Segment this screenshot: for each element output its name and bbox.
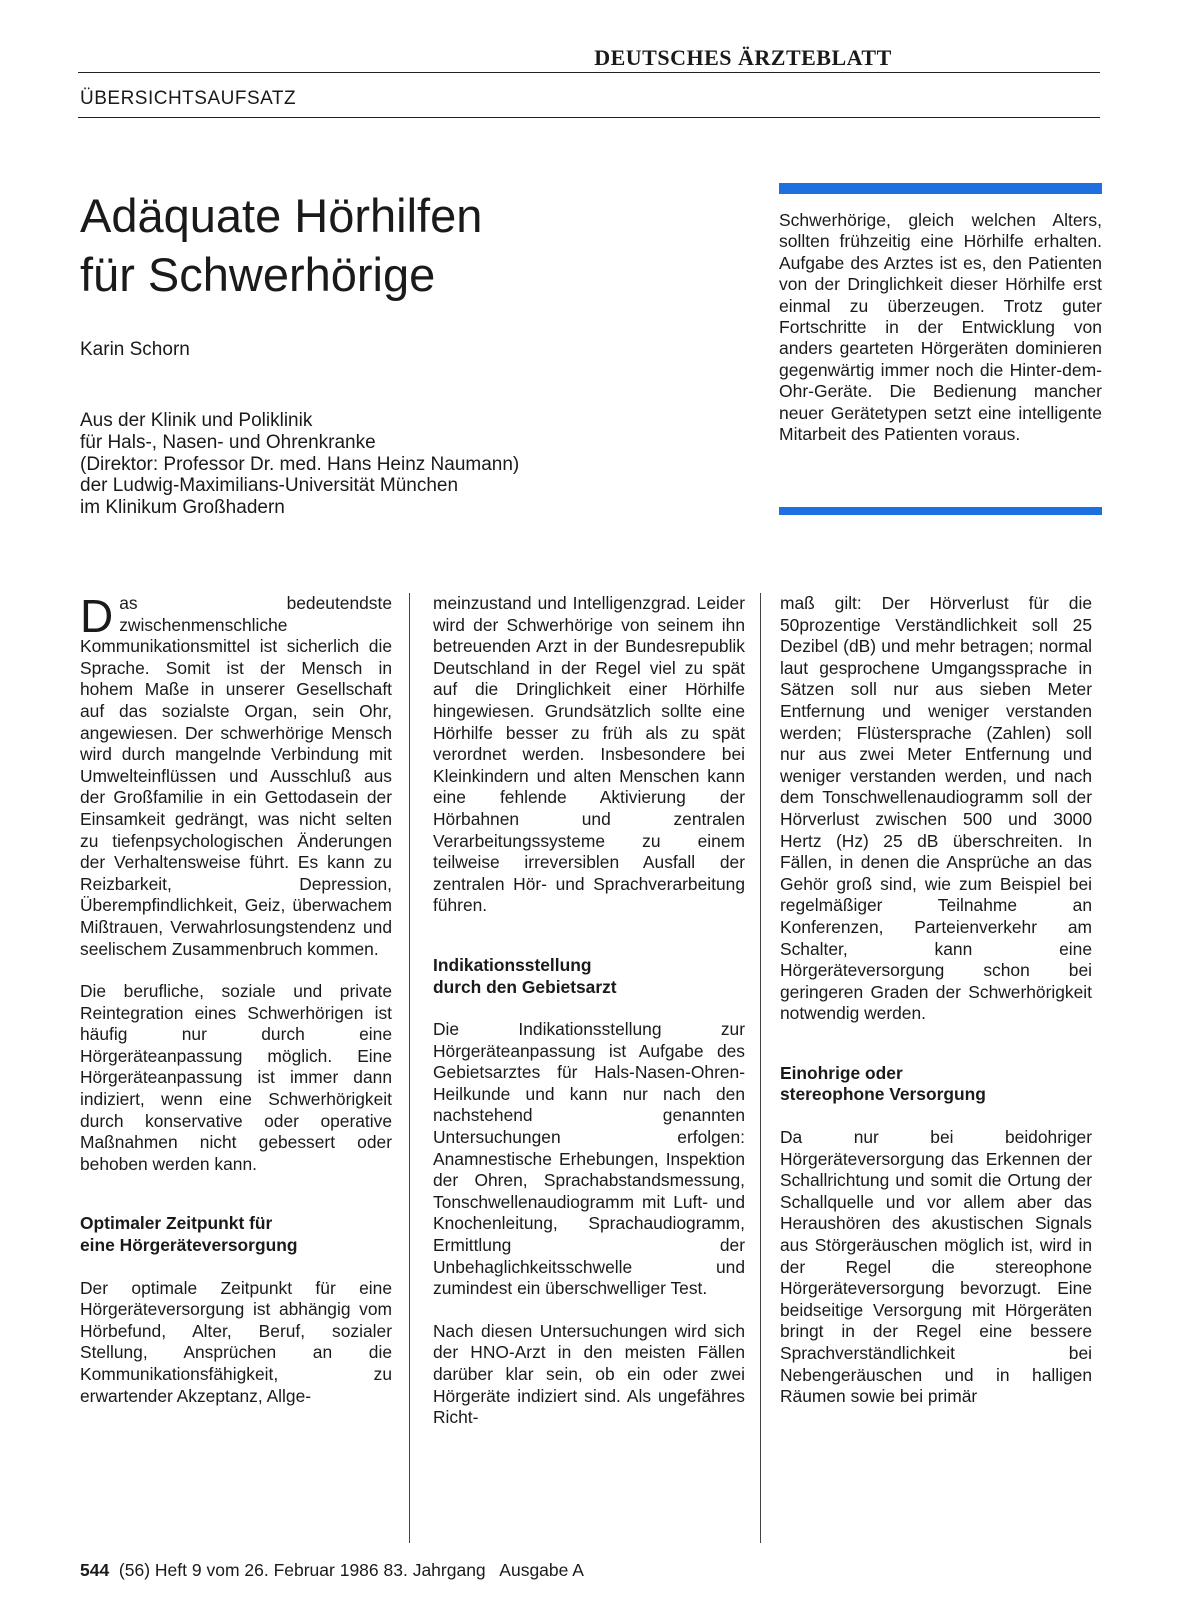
abstract-bottom-bar (779, 507, 1102, 515)
affiliation-line: (Direktor: Professor Dr. med. Hans Heinz Naumann) (80, 453, 520, 475)
title-line-2: für Schwerhörige (80, 248, 436, 301)
page-footer (80, 1560, 584, 1581)
title-line-1: Adäquate Hörhilfen (80, 189, 483, 242)
affiliation-line: für Hals-, Nasen- und Ohrenkranke (80, 431, 376, 453)
body-column-1 (80, 590, 392, 1407)
section-heading: Optimaler Zeitpunkt für eine Hörgeräteversorgung (80, 1213, 298, 1256)
body-column-2 (433, 593, 745, 1429)
abstract-top-bar (779, 183, 1102, 194)
affiliation (80, 410, 519, 519)
section-label: ÜBERSICHTSAUFSATZ (80, 88, 297, 109)
paragraph: Die Indikationsstellung zur Hörgeräteanpassung ist Aufgabe des Gebietsarztes für Hals-Nasen-Ohren-Heilkunde und kann nur nach den nachstehend genannten Untersuchungen erfolgen: Anamnestische Erhebungen, Inspektion der Ohren, Sprachabstandsmessung, Tonschwellenaudiogramm mit Luft- und Knochenleitung, Sprachaudiogramm, Ermittlung der Unbehaglichkeitsschwelle und zumindest ein überschwelliger Test. (433, 1019, 745, 1299)
section-heading: Einohrige oder stereophone Versorgung (780, 1062, 986, 1105)
header-rule-bottom (78, 117, 1100, 118)
section-heading: Indikationsstellung durch den Gebietsarzt (433, 954, 617, 997)
paragraph: meinzustand und Intelligenzgrad. Leider wird der Schwerhörige von seinem ihn betreuenden Arzt in der Bundesrepublik Deutschland in der Regel viel zu spät auf die Dringlichkeit einer Hörhilfe hingewiesen. Grundsätzlich sollte eine Hörhilfe besser zu früh als zu spät verordnet werden. Insbesondere bei Kleinkindern und alten Menschen kann eine fehlende Aktivierung der Hörbahnen und zentralen Verarbeitungssysteme zu einem teilweise irreversiblen Ausfall der zentralen Hör- und Sprachverarbeitung führen. (433, 593, 745, 916)
paragraph: Der optimale Zeitpunkt für eine Hörgeräteversorgung ist abhängig vom Hörbefund, Alter, Beruf, sozialer Stellung, Ansprüchen an die Kommunikationsfähigkeit, zu erwartender Akzeptanz, Allge- (80, 1277, 392, 1406)
paragraph: Nach diesen Untersuchungen wird sich der HNO-Arzt in den meisten Fällen darüber klar sein, ob ein oder zwei Hörgeräte indiziert sind. Als ungefähres Richt- (433, 1320, 745, 1428)
paragraph: Die berufliche, soziale und private Reintegration eines Schwerhörigen ist häufig nur durch eine Hörgeräteanpassung möglich. Eine Hörgeräteanpassung ist immer dann indiziert, wenn eine Schwerhörigkeit durch konservative oder operative Maßnahmen nicht gebessert oder behoben werden kann. (80, 981, 392, 1174)
paragraph: Das bedeutendste zwischenmenschliche Kommunikationsmittel ist sicherlich die Sprache. Somit ist der Mensch in hohem Maße in unserer Gesellschaft auf das sozialste Organ, sein Ohr, angewiesen. Der schwerhörige Mensch wird durch mangelnde Verbindung mit Umwelteinflüssen und Ausschluß aus der Großfamilie in ein Gettodasein der Einsamkeit gedrängt, was nicht selten zu tiefenpsychologischen Änderungen der Verhaltensweise führt. Es kann zu Reizbarkeit, Depression, Überempfindlichkeit, Geiz, überwachem Mißtrauen, Verwahrlosungstendenz und seelischem Zusammenbruch kommen. (80, 590, 392, 959)
issue-info: (56) Heft 9 vom 26. Februar 1986 83. Jahrgang Ausgabe A (109, 1560, 584, 1580)
column-divider (760, 593, 761, 1543)
abstract-text: Schwerhörige, gleich welchen Alters, sollten frühzeitig eine Hörhilfe erhalten. Aufgabe des Arztes ist es, den Patienten von der Dringlichkeit dieser Hörhilfe erst einmal zu überzeugen. Trotz guter Fortschritte in der Entwicklung von anders gearteten Hörgeräten dominieren gegenwärtig immer noch die Hinter-dem-Ohr-Geräte. Die Bedienung mancher neuer Gerätetypen setzt eine intelligente Mitarbeit des Patienten voraus. (779, 210, 1102, 445)
journal-name: DEUTSCHES ÄRZTEBLATT (594, 45, 892, 70)
column-divider (409, 593, 410, 1543)
paragraph: maß gilt: Der Hörverlust für die 50prozentige Verständlichkeit soll 25 Dezibel (dB) und mehr betragen; normal laut gesprochene Umgangssprache in Sätzen soll nur aus sieben Meter Entfernung und weniger verstanden werden; Flüstersprache (Zahlen) soll nur aus zwei Meter Entfernung und weniger verstanden werden, und nach dem Tonschwellenaudiogramm soll der Hörverlust zwischen 500 und 3000 Hertz (Hz) 25 dB überschreiten. In Fällen, in denen die Ansprüche an das Gehör groß sind, wie zum Beispiel bei regelmäßiger Teilnahme an Konferenzen, Parteienverkehr am Schalter, kann eine Hörgeräteversorgung schon bei geringeren Graden der Schwerhörigkeit notwendig werden. (780, 593, 1092, 1024)
body-column-3 (780, 593, 1092, 1408)
affiliation-line: der Ludwig-Maximilians-Universität München (80, 475, 459, 497)
header-rule-top (78, 72, 1100, 73)
page-number: 544 (80, 1560, 110, 1580)
author-name: Karin Schorn (80, 339, 190, 360)
drop-cap: D (80, 590, 114, 642)
affiliation-line: Aus der Klinik und Poliklinik (80, 410, 313, 431)
paragraph: Da nur bei beidohriger Hörgeräteversorgung das Erkennen der Schallrichtung und somit die Ortung der Schallquelle und vor allem aber das Heraushören des akustischen Signals aus Störgeräuschen möglich ist, wird in der Regel die stereophone Hörgeräteversorgung bevorzugt. Eine beidseitige Versorgung mit Hörgeräten bringt in der Regel eine bessere Sprachverständlichkeit bei Nebengeräuschen und in halligen Räumen sowie bei primär (780, 1127, 1092, 1407)
article-title (80, 186, 482, 304)
affiliation-line: im Klinikum Großhadern (80, 497, 285, 519)
